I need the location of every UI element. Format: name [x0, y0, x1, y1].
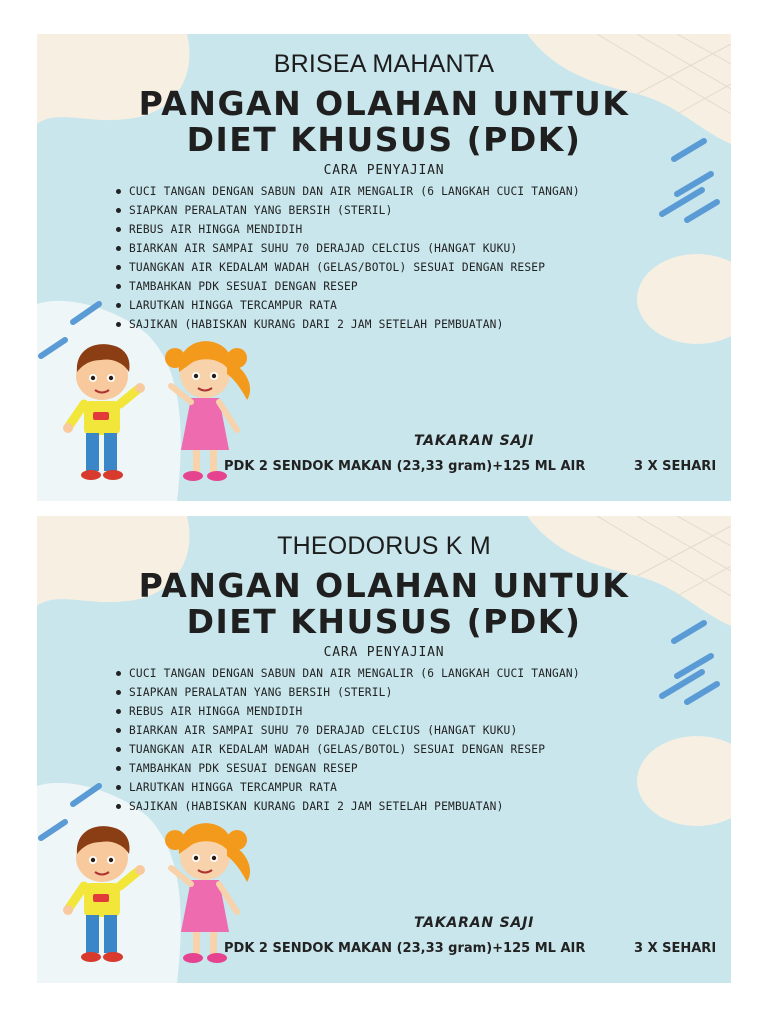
preparation-heading: CARA PENYAJIAN	[323, 163, 445, 178]
step-item: LARUTKAN HINGGA TERCAMPUR RATA	[115, 778, 580, 797]
serving-size-label: TAKARAN SAJI	[414, 915, 535, 931]
step-item: TUANGKAN AIR KEDALAM WADAH (GELAS/BOTOL) SESUAI DENGAN RESEP	[115, 740, 580, 759]
step-item: TAMBAHKAN PDK SESUAI DENGAN RESEP	[115, 759, 580, 778]
product-title	[37, 86, 731, 158]
step-item: SIAPKAN PERALATAN YANG BERSIH (STERIL)	[115, 201, 580, 220]
step-item: SIAPKAN PERALATAN YANG BERSIH (STERIL)	[115, 683, 580, 702]
label-card-2	[37, 516, 731, 983]
boy-figure	[63, 344, 145, 480]
serving-frequency: 3 X SEHARI	[634, 459, 717, 474]
preparation-steps	[115, 182, 580, 334]
serving-frequency: 3 X SEHARI	[634, 941, 717, 956]
title-line-1: PANGAN OLAHAN UNTUK	[138, 566, 630, 605]
step-item: REBUS AIR HINGGA MENDIDIH	[115, 702, 580, 721]
step-item: REBUS AIR HINGGA MENDIDIH	[115, 220, 580, 239]
title-line-2: DIET KHUSUS (PDK)	[186, 120, 582, 159]
preparation-steps	[115, 664, 580, 816]
step-item: CUCI TANGAN DENGAN SABUN DAN AIR MENGALIR (6 LANGKAH CUCI TANGAN)	[115, 182, 580, 201]
boy-figure	[63, 826, 145, 962]
step-item: BIARKAN AIR SAMPAI SUHU 70 DERAJAD CELCIUS (HANGAT KUKU)	[115, 239, 580, 258]
serving-dose: PDK 2 SENDOK MAKAN (23,33 gram)+125 ML AIR	[224, 459, 586, 474]
step-item: LARUTKAN HINGGA TERCAMPUR RATA	[115, 296, 580, 315]
step-item: SAJIKAN (HABISKAN KURANG DARI 2 JAM SETELAH PEMBUATAN)	[115, 797, 580, 816]
patient-name: BRISEA MAHANTA	[273, 50, 495, 78]
product-title	[37, 568, 731, 640]
title-line-2: DIET KHUSUS (PDK)	[186, 602, 582, 641]
step-item: CUCI TANGAN DENGAN SABUN DAN AIR MENGALIR (6 LANGKAH CUCI TANGAN)	[115, 664, 580, 683]
serving-size-label: TAKARAN SAJI	[414, 433, 535, 449]
patient-name: THEODORUS K M	[277, 532, 491, 560]
step-item: SAJIKAN (HABISKAN KURANG DARI 2 JAM SETELAH PEMBUATAN)	[115, 315, 580, 334]
step-item: TAMBAHKAN PDK SESUAI DENGAN RESEP	[115, 277, 580, 296]
preparation-heading: CARA PENYAJIAN	[323, 645, 445, 660]
step-item: TUANGKAN AIR KEDALAM WADAH (GELAS/BOTOL) SESUAI DENGAN RESEP	[115, 258, 580, 277]
title-line-1: PANGAN OLAHAN UNTUK	[138, 84, 630, 123]
label-card-1	[37, 34, 731, 501]
step-item: BIARKAN AIR SAMPAI SUHU 70 DERAJAD CELCIUS (HANGAT KUKU)	[115, 721, 580, 740]
serving-dose: PDK 2 SENDOK MAKAN (23,33 gram)+125 ML AIR	[224, 941, 586, 956]
